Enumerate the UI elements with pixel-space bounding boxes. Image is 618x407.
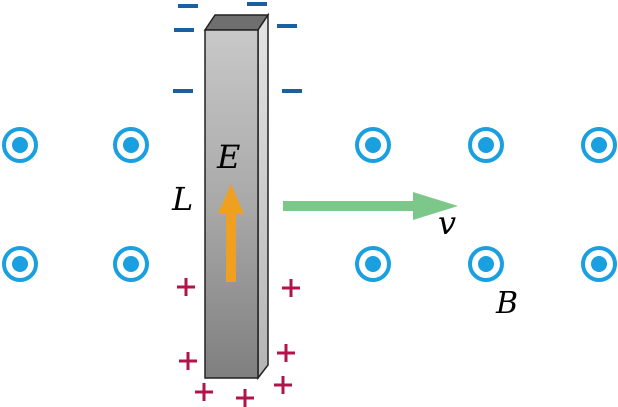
positive-charge-icon <box>274 376 292 394</box>
positive-charge-icon <box>282 279 300 297</box>
field-out-of-page-icon <box>4 129 36 161</box>
field-out-of-page-icon <box>357 129 389 161</box>
magnetic-field-label: B <box>496 286 519 321</box>
field-out-of-page-icon <box>4 248 36 280</box>
field-out-of-page-icon <box>115 129 147 161</box>
field-out-of-page-icon <box>583 248 615 280</box>
negative-charge-icon <box>277 24 297 28</box>
conducting-rod <box>205 15 268 378</box>
positive-charge-icon <box>236 389 254 407</box>
velocity-label: v <box>438 204 457 242</box>
field-out-of-page-icon <box>470 248 502 280</box>
field-out-of-page-icon <box>115 248 147 280</box>
positive-charge-icon <box>277 344 295 362</box>
length-label: L <box>172 180 194 218</box>
negative-charge-icon <box>173 89 193 93</box>
negative-charge-icon <box>178 4 198 8</box>
positive-charge-icon <box>195 383 213 401</box>
positive-charge-icon <box>179 352 197 370</box>
field-out-of-page-icon <box>357 248 389 280</box>
rod-side-face <box>258 15 268 378</box>
field-out-of-page-icon <box>583 129 615 161</box>
negative-charge-icon <box>247 2 267 6</box>
negative-charge-icon <box>174 28 194 32</box>
velocity-arrow <box>283 192 458 220</box>
positive-charge-icon <box>177 278 195 296</box>
negative-charge-icon <box>282 89 302 93</box>
field-out-of-page-icon <box>470 129 502 161</box>
rod-top-face <box>205 15 268 30</box>
electric-field-label: E <box>217 138 241 176</box>
